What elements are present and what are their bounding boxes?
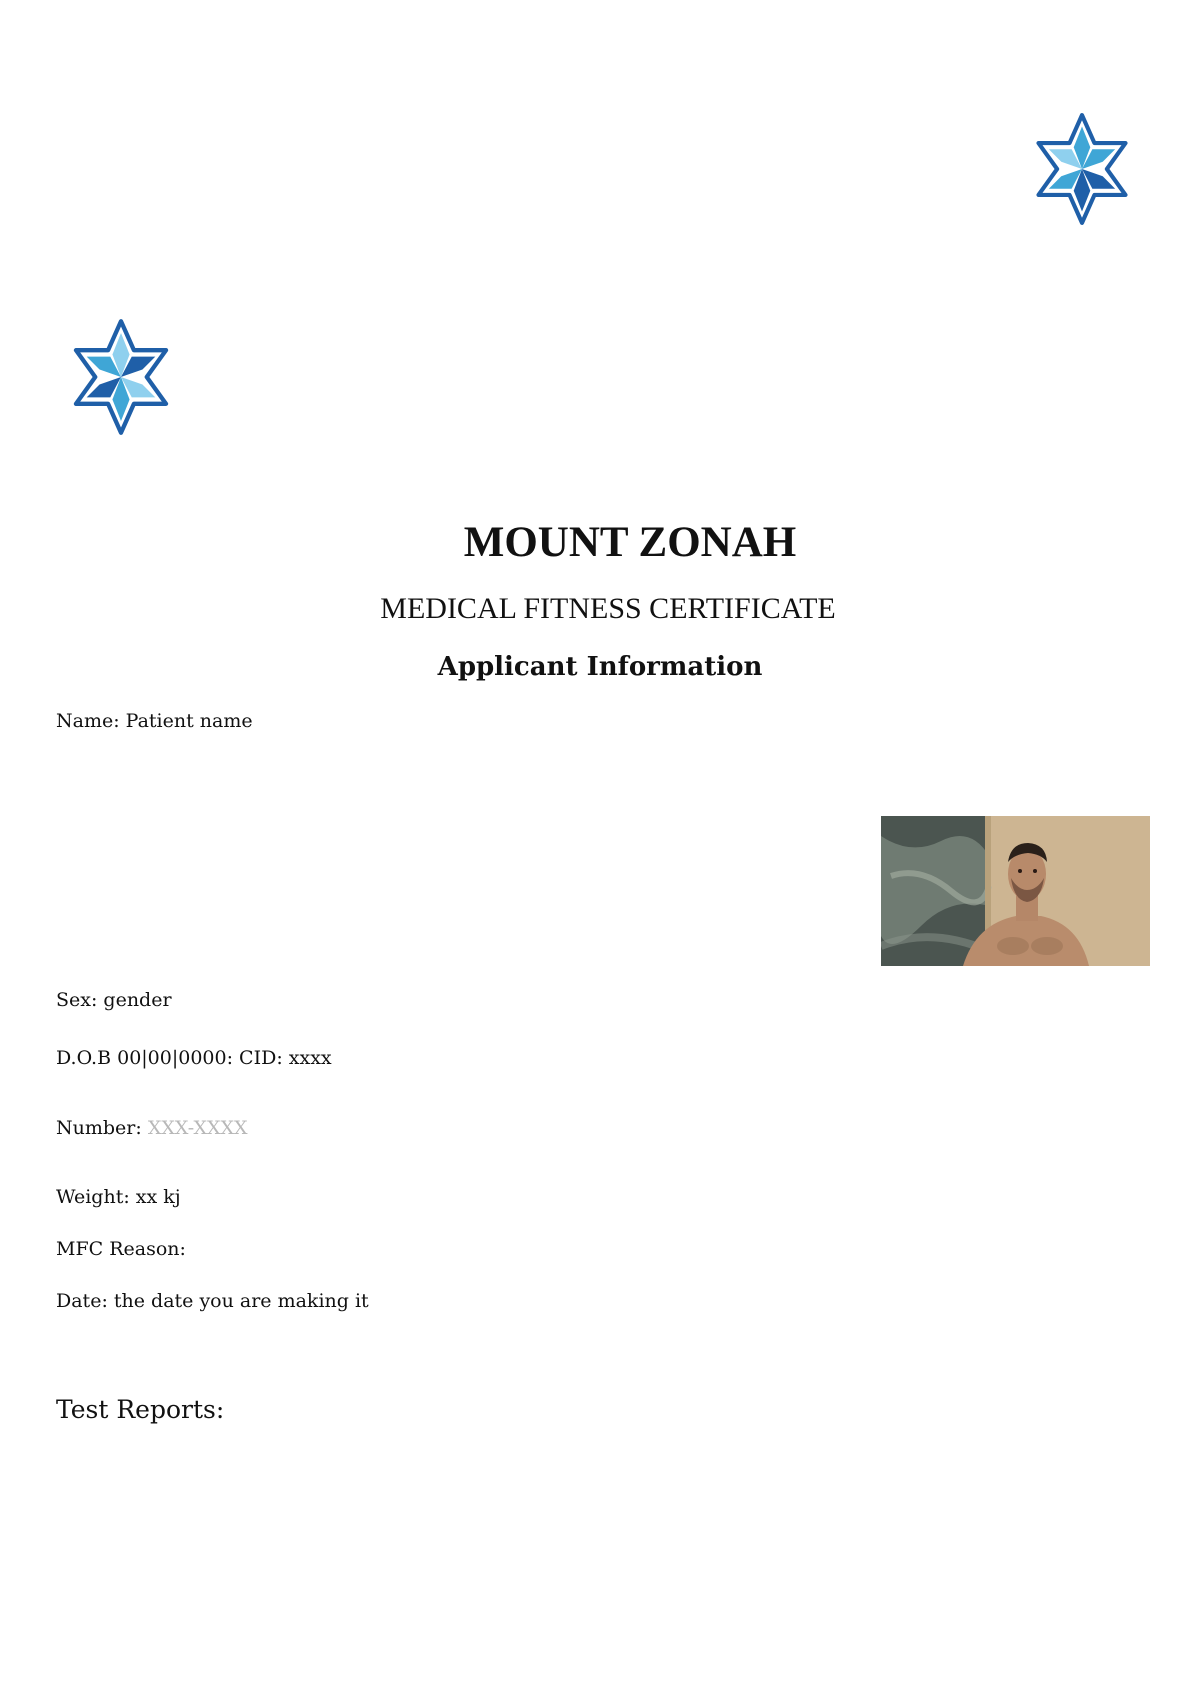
certificate-subtitle: MEDICAL FITNESS CERTIFICATE [380,592,836,625]
number-value: XXX-XXXX [147,1117,248,1139]
weight-field: Weight: xx kj [56,1186,181,1208]
section-heading-applicant-information: Applicant Information [437,652,763,682]
page-title: MOUNT ZONAH [463,519,797,566]
star-logo-icon [1030,112,1134,226]
star-logo-icon [66,318,176,436]
name-field: Name: Patient name [56,710,253,732]
logo-left [66,318,176,436]
test-reports-heading: Test Reports: [56,1395,225,1424]
person-portrait-icon [881,816,1150,966]
dob-cid-field: D.O.B 00|00|0000: CID: xxxx [56,1047,332,1069]
number-label: Number: [56,1117,148,1139]
number-field [56,1117,248,1139]
date-field: Date: the date you are making it [56,1290,369,1312]
logo-top-right [1030,112,1134,226]
mfc-reason-field: MFC Reason: [56,1238,186,1260]
applicant-photo [881,816,1150,966]
sex-field: Sex: gender [56,989,172,1011]
